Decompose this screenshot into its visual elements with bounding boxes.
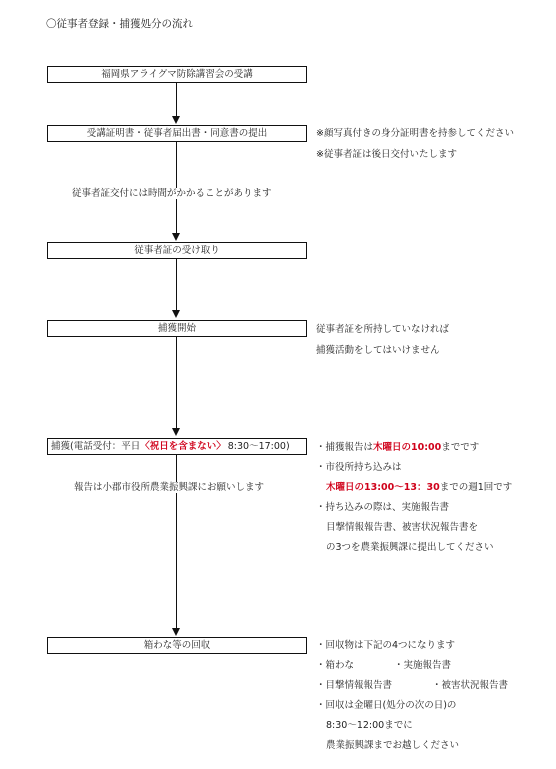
step-start-capture-label: 捕獲開始	[157, 322, 196, 334]
note-report-deadline	[316, 442, 479, 453]
note-card-required: 従事者証を所持していなければ	[316, 324, 450, 335]
note-collect-day: ・回収は金曜日(処分の次の日)の	[316, 700, 457, 711]
step-attend-training	[47, 66, 307, 83]
note-collect-hours: 8:30～12:00までに	[326, 720, 413, 731]
note-bring-in-time-post: までの週1回です	[439, 482, 513, 493]
flow-line-1	[176, 83, 177, 117]
flow-arrow-1	[172, 116, 180, 124]
step-submit-documents	[47, 125, 307, 142]
note-collect-place: 農業振興課までお越しください	[326, 740, 460, 751]
note-bring-in-docs-3: の3つを農業振興課に提出してください	[326, 542, 494, 553]
flow-arrow-5	[172, 628, 180, 636]
step-collect-traps-label: 箱わな等の回収	[143, 639, 211, 651]
step-attend-training-label: 福岡県アライグマ防除講習会の受講	[101, 68, 253, 80]
step-collect-traps	[47, 637, 307, 654]
note-card-delay: 従事者証交付には時間がかかることがあります	[72, 188, 272, 199]
step-capture-holiday-note: 〈祝日を含まない〉	[140, 440, 226, 452]
note-report-deadline-time: 木曜日の10:00	[373, 442, 442, 453]
flow-line-4	[176, 337, 177, 429]
note-report-to: 報告は小郡市役所農業振興課にお願いします	[74, 482, 265, 493]
flow-arrow-3	[172, 310, 180, 318]
note-bring-in-time-red: 木曜日の13:00～13：30	[326, 482, 440, 493]
step-receive-card-label: 従事者証の受け取り	[134, 244, 220, 256]
note-report-deadline-post: までです	[441, 442, 480, 453]
note-item-trap: ・箱わな	[316, 660, 355, 671]
step-receive-card	[47, 242, 307, 259]
note-bring-id: ※顔写真付きの身分証明書を持参してください	[316, 128, 514, 139]
note-report-deadline-pre: ・捕獲報告は	[316, 442, 374, 453]
note-bring-in-docs-2: 目撃情報報告書、被害状況報告書を	[326, 522, 479, 533]
step-capture	[47, 438, 307, 455]
note-item-report: ・実施報告書	[394, 660, 452, 671]
note-bring-in: ・市役所持ち込みは	[316, 462, 402, 473]
note-card-later: ※従事者証は後日交付いたします	[316, 149, 457, 160]
step-capture-label-pre: 捕獲(電話受付：平日	[51, 440, 141, 452]
step-submit-documents-label: 受講証明書・従事者届出書・同意書の提出	[86, 127, 268, 139]
flow-line-3	[176, 259, 177, 311]
note-bring-in-docs: ・持ち込みの際は、実施報告書	[316, 502, 450, 513]
note-collect-items: ・回収物は下記の4つになります	[316, 640, 456, 651]
note-no-capture: 捕獲活動をしてはいけません	[316, 345, 440, 356]
flow-arrow-4	[172, 428, 180, 436]
note-item-damage: ・被害状況報告書	[432, 680, 509, 691]
flow-arrow-2	[172, 233, 180, 241]
note-item-sighting: ・目撃情報報告書	[316, 680, 393, 691]
step-start-capture	[47, 320, 307, 337]
page-title: 〇従事者登録・捕獲処分の流れ	[46, 18, 193, 30]
note-bring-in-time	[326, 482, 512, 493]
step-capture-label-hours: 8:30～17:00)	[227, 440, 290, 452]
